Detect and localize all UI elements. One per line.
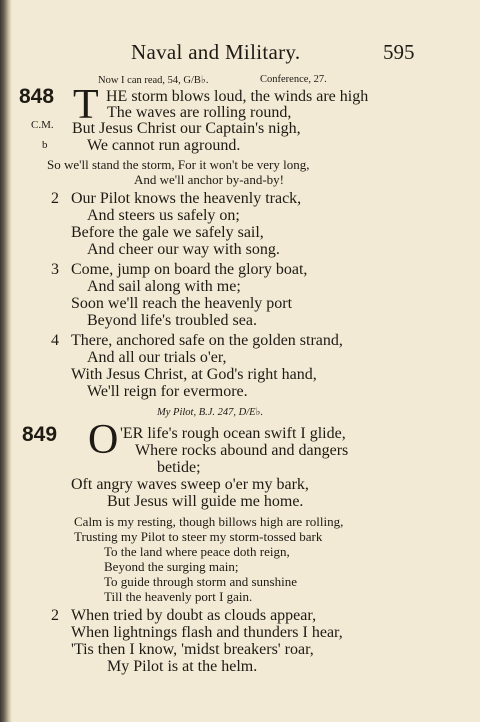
- verse-line: There, anchored safe on the golden strand,: [71, 332, 343, 349]
- verse-line: 'ER life's rough ocean swift I glide,: [120, 425, 346, 442]
- verse-number: 2: [51, 607, 59, 624]
- verse-number: 3: [51, 261, 59, 278]
- verse-line: Soon we'll reach the heavenly port: [71, 295, 293, 312]
- drop-cap: O: [88, 417, 119, 463]
- chorus-line: Beyond the surging main;: [104, 559, 239, 574]
- chorus-line: To the land where peace doth reign,: [104, 544, 290, 559]
- page-number: 595: [383, 40, 415, 64]
- running-title: Naval and Military.: [131, 40, 301, 64]
- hymn-number: 849: [22, 423, 58, 446]
- tune-reference: My Pilot, B.J. 247, D/E♭.: [157, 407, 264, 418]
- key-label: b: [42, 139, 48, 151]
- verse-number: 4: [51, 332, 59, 349]
- chorus-line: And we'll anchor by-and-by!: [134, 172, 284, 187]
- verse-line: Come, jump on board the glory boat,: [71, 261, 308, 278]
- verse-line: We cannot run aground.: [87, 137, 241, 154]
- tune-reference-alt: Conference, 27.: [260, 74, 327, 85]
- verse-line: When tried by doubt as clouds appear,: [71, 607, 317, 624]
- verse-line: HE storm blows loud, the winds are high: [106, 88, 369, 105]
- hymn-number: 848: [19, 85, 55, 108]
- verse-line: betide;: [157, 459, 201, 476]
- chorus-line: Trusting my Pilot to steer my storm-tossed bark: [74, 529, 323, 544]
- verse-number: 2: [51, 190, 59, 207]
- chorus-line: To guide through storm and sunshine: [104, 574, 297, 589]
- verse-line: Where rocks abound and dangers: [135, 442, 349, 459]
- chorus-line: Till the heavenly port I gain.: [104, 589, 253, 604]
- verse-line: But Jesus will guide me home.: [107, 493, 304, 510]
- meter-label: C.M.: [31, 119, 54, 131]
- verse-line: When lightnings flash and thunders I hear,: [71, 624, 343, 641]
- verse-line: Our Pilot knows the heavenly track,: [71, 190, 302, 207]
- verse-line: But Jesus Christ our Captain's nigh,: [72, 120, 301, 137]
- chorus-line: Calm is my resting, though billows high are rolling,: [74, 514, 344, 529]
- verse-line: And steers us safely on;: [87, 207, 240, 224]
- verse-line: Before the gale we safely sail,: [71, 224, 264, 241]
- verse-line: With Jesus Christ, at God's right hand,: [71, 366, 317, 383]
- verse-line: Beyond life's troubled sea.: [87, 312, 257, 329]
- verse-line: We'll reign for evermore.: [87, 383, 248, 400]
- verse-line: Oft angry waves sweep o'er my bark,: [71, 476, 309, 493]
- verse-line: My Pilot is at the helm.: [107, 658, 258, 675]
- verse-line: The waves are rolling round,: [107, 104, 292, 121]
- verse-line: And cheer our way with song.: [87, 241, 280, 258]
- verse-line: And all our trials o'er,: [87, 349, 227, 366]
- drop-cap: T: [73, 82, 99, 128]
- verse-line: And sail along with me;: [87, 278, 241, 295]
- chorus-line: So we'll stand the storm, For it won't be very long,: [47, 157, 310, 172]
- verse-line: 'Tis then I know, 'midst breakers' roar,: [71, 641, 314, 658]
- tune-reference: Now I can read, 54, G/B♭.: [98, 75, 209, 86]
